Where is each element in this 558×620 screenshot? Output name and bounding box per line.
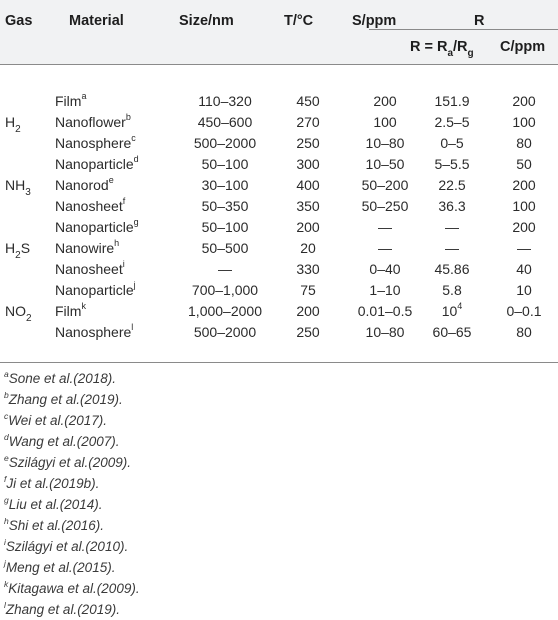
temperature-cell: 400 bbox=[296, 177, 320, 193]
gas-cell: $H_2$ bbox=[5, 114, 21, 135]
header-r-ratio: $R = R_a/R_g$ bbox=[410, 39, 474, 59]
size-cell: — bbox=[218, 261, 232, 277]
size-cell: 450–600 bbox=[197, 114, 253, 130]
size-cell: 700–1,000 bbox=[191, 282, 259, 298]
header-rule bbox=[0, 64, 558, 65]
footnote-item: $^f$Ji et al.(2019b). bbox=[4, 473, 100, 491]
s-ppm-cell: 0.01–0.5 bbox=[357, 303, 413, 319]
table-row bbox=[0, 112, 558, 133]
temperature-cell: 20 bbox=[300, 240, 316, 256]
size-cell: 30–100 bbox=[201, 177, 249, 193]
s-ppm-cell: 10–80 bbox=[365, 324, 405, 340]
r-ratio-cell: 0–5 bbox=[440, 135, 464, 151]
header-gas: Gas bbox=[5, 13, 33, 29]
material-cell: Film$^a$ bbox=[55, 91, 87, 109]
footnote-item: $^l$Zhang et al.(2019). bbox=[4, 599, 120, 617]
s-ppm-cell: 100 bbox=[373, 114, 397, 130]
header-s-ppm: S/ppm bbox=[352, 13, 397, 29]
r-ratio-cell: 60–65 bbox=[432, 324, 472, 340]
size-cell: 50–350 bbox=[201, 198, 249, 214]
s-ppm-cell: 10–50 bbox=[365, 156, 405, 172]
c-ppm-cell: — bbox=[517, 240, 531, 256]
header-c-ppm: C/ppm bbox=[500, 39, 546, 55]
c-ppm-cell: 40 bbox=[516, 261, 532, 277]
material-cell: Nanorod$^e$ bbox=[55, 175, 114, 193]
temperature-cell: 270 bbox=[296, 114, 320, 130]
temperature-cell: 300 bbox=[296, 156, 320, 172]
r-ratio-cell: 45.86 bbox=[434, 261, 470, 277]
table-row bbox=[0, 133, 558, 154]
s-ppm-cell: — bbox=[378, 240, 392, 256]
footnote-item: $^c$Wei et al.(2017). bbox=[4, 410, 108, 428]
r-ratio-cell: $10^4$ bbox=[441, 301, 463, 319]
temperature-cell: 200 bbox=[296, 303, 320, 319]
table-row bbox=[0, 175, 558, 196]
footnote-item: $^a$Sone et al.(2018). bbox=[4, 368, 117, 386]
table-row bbox=[0, 154, 558, 175]
footnote-item: $^g$Liu et al.(2014). bbox=[4, 494, 103, 512]
table-bottom-rule bbox=[0, 362, 558, 363]
c-ppm-cell: 80 bbox=[516, 324, 532, 340]
footnote-item: $^d$Wang et al.(2007). bbox=[4, 431, 120, 449]
header-r: R bbox=[474, 13, 485, 29]
material-cell: Nanowire$^h$ bbox=[55, 238, 120, 256]
gas-cell: $NO_2$ bbox=[5, 303, 32, 324]
table-row bbox=[0, 259, 558, 280]
header-size: Size/nm bbox=[179, 13, 234, 29]
header-r-subline bbox=[369, 29, 558, 30]
footnotes bbox=[4, 368, 140, 620]
r-ratio-cell: 36.3 bbox=[438, 198, 466, 214]
c-ppm-cell: 100 bbox=[512, 114, 536, 130]
c-ppm-cell: 200 bbox=[512, 93, 536, 109]
c-ppm-cell: 0–0.1 bbox=[506, 303, 542, 319]
size-cell: 110–320 bbox=[198, 93, 252, 109]
size-cell: 50–100 bbox=[201, 156, 249, 172]
r-ratio-cell: 5.8 bbox=[442, 282, 462, 298]
size-cell: 50–100 bbox=[201, 219, 249, 235]
temperature-cell: 250 bbox=[296, 324, 320, 340]
footnote-item: $^j$Meng et al.(2015). bbox=[4, 557, 116, 575]
temperature-cell: 75 bbox=[300, 282, 316, 298]
s-ppm-cell: 50–200 bbox=[361, 177, 409, 193]
size-cell: 500–2000 bbox=[193, 324, 257, 340]
size-cell: 50–500 bbox=[201, 240, 249, 256]
table-row bbox=[0, 91, 558, 112]
s-ppm-cell: 0–40 bbox=[369, 261, 401, 277]
header-temperature: T/°C bbox=[284, 13, 314, 29]
r-ratio-cell: 151.9 bbox=[434, 93, 470, 109]
s-ppm-cell: — bbox=[378, 219, 392, 235]
footnote-item: $^b$Zhang et al.(2019). bbox=[4, 389, 123, 407]
c-ppm-cell: 80 bbox=[516, 135, 532, 151]
material-cell: Nanosheet$^f$ bbox=[55, 196, 126, 214]
c-ppm-cell: 200 bbox=[512, 219, 536, 235]
material-cell: Nanoparticle$^d$ bbox=[55, 154, 139, 172]
footnote-item: $^h$Shi et al.(2016). bbox=[4, 515, 105, 533]
table-row bbox=[0, 301, 558, 322]
table-row bbox=[0, 280, 558, 301]
temperature-cell: 450 bbox=[296, 93, 320, 109]
r-ratio-cell: — bbox=[445, 219, 459, 235]
material-cell: Nanosphere$^c$ bbox=[55, 133, 136, 151]
material-cell: Nanosphere$^l$ bbox=[55, 322, 134, 340]
s-ppm-cell: 200 bbox=[373, 93, 397, 109]
footnote-item: $^e$Szilágyi et al.(2009). bbox=[4, 452, 132, 470]
r-ratio-cell: 22.5 bbox=[438, 177, 466, 193]
s-ppm-cell: 10–80 bbox=[365, 135, 405, 151]
size-cell: 500–2000 bbox=[193, 135, 257, 151]
footnote-item: $^i$Szilágyi et al.(2010). bbox=[4, 536, 129, 554]
c-ppm-cell: 10 bbox=[516, 282, 532, 298]
gas-cell: $NH_3$ bbox=[5, 177, 31, 198]
table-row bbox=[0, 217, 558, 238]
table-header-band bbox=[0, 0, 558, 64]
temperature-cell: 250 bbox=[296, 135, 320, 151]
gas-cell: $H_2S$ bbox=[5, 240, 31, 261]
material-cell: Nanoflower$^b$ bbox=[55, 112, 131, 130]
header-material: Material bbox=[69, 13, 124, 29]
r-ratio-cell: 5–5.5 bbox=[434, 156, 470, 172]
s-ppm-cell: 1–10 bbox=[369, 282, 401, 298]
table-row bbox=[0, 196, 558, 217]
s-ppm-cell: 50–250 bbox=[361, 198, 409, 214]
c-ppm-cell: 200 bbox=[512, 177, 536, 193]
r-ratio-cell: — bbox=[445, 240, 459, 256]
material-cell: Nanoparticle$^j$ bbox=[55, 280, 136, 298]
c-ppm-cell: 100 bbox=[512, 198, 536, 214]
temperature-cell: 350 bbox=[296, 198, 320, 214]
material-cell: Nanosheet$^i$ bbox=[55, 259, 125, 277]
table-row bbox=[0, 238, 558, 259]
r-ratio-cell: 2.5–5 bbox=[434, 114, 470, 130]
temperature-cell: 330 bbox=[296, 261, 320, 277]
footnote-item: $^k$Kitagawa et al.(2009). bbox=[4, 578, 140, 596]
material-cell: Nanoparticle$^g$ bbox=[55, 217, 139, 235]
material-cell: Film$^k$ bbox=[55, 301, 86, 319]
temperature-cell: 200 bbox=[296, 219, 320, 235]
table-row bbox=[0, 322, 558, 343]
size-cell: 1,000–2000 bbox=[188, 303, 262, 319]
c-ppm-cell: 50 bbox=[516, 156, 532, 172]
